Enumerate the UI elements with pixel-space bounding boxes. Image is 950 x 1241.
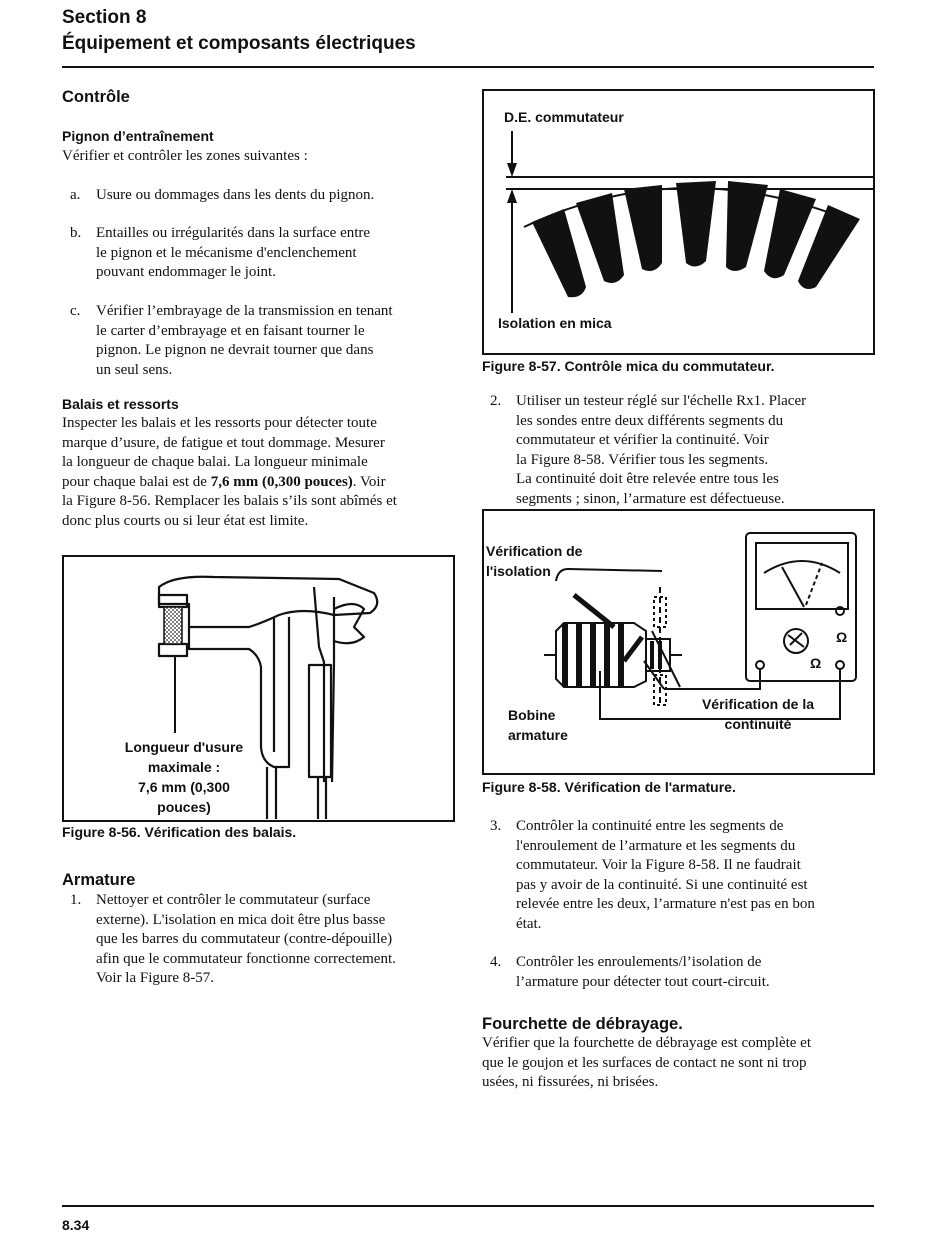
list-line: afin que le commutateur fonctionne correctement. <box>96 950 396 967</box>
para-line <box>62 473 462 493</box>
fig58-label-bobine <box>508 705 568 745</box>
fig58-label-continuite <box>684 694 832 734</box>
armature-heading: Armature <box>62 871 136 889</box>
label-line: Vérification de <box>486 543 583 559</box>
label-line: maximale : <box>147 759 221 775</box>
list-marker: 1. <box>70 892 82 908</box>
list-line: segments ; sinon, l’armature est défectueuse. <box>516 490 785 507</box>
label-line: Bobine <box>508 707 556 723</box>
para-line: la Figure 8-56. Remplacer les balais s’ils sont abîmés et <box>62 493 397 509</box>
page-title: Équipement et composants électriques <box>62 33 416 54</box>
figure-8-56 <box>62 555 455 822</box>
arrow-up-icon <box>507 189 517 203</box>
arrow-down-icon <box>507 163 517 177</box>
list-line: externe). L'isolation en mica doit être plus basse <box>96 911 386 928</box>
list-line: pouvant endommager le joint. <box>96 264 276 280</box>
ohm-symbol: Ω <box>836 629 848 645</box>
list-line: les sondes entre deux différents segments du <box>516 412 784 429</box>
fig56-label <box>94 737 274 817</box>
commutator-segments <box>532 181 860 297</box>
list-line: Contrôler la continuité entre les segments de <box>516 818 784 834</box>
list-line: le pignon et le mécanisme d'enclenchement <box>96 244 357 261</box>
list-marker: c. <box>70 303 81 319</box>
list-marker: 4. <box>490 954 502 970</box>
para-line: que le goujon et les surfaces de contact ne sont ni trop <box>482 1054 807 1071</box>
label-line: Vérification de la <box>701 696 815 712</box>
page-number: 8.34 <box>62 1217 90 1233</box>
label-line: pouces) <box>157 799 211 815</box>
list-marker: a. <box>70 187 81 203</box>
list-line: Vérifier l’embrayage de la transmission en tenant <box>96 303 393 319</box>
fig57-label-top: D.E. commutateur <box>504 109 624 125</box>
para-text: pour chaque balai est de <box>62 473 211 490</box>
list-line: la Figure 8-58. Vérifier tous les segments. <box>516 451 769 468</box>
list-line: Nettoyer et contrôler le commutateur (surface <box>96 892 371 908</box>
list-marker: b. <box>70 225 82 241</box>
list-line: pignon. Le pignon ne devrait tourner que dans <box>96 342 374 358</box>
list-line: le carter d’embrayage et en faisant tourner le <box>96 322 365 339</box>
para-text: . Voir <box>352 473 386 490</box>
header-rule <box>62 66 874 68</box>
label-line: 7,6 mm (0,300 <box>138 779 230 795</box>
list-marker: 3. <box>490 818 502 834</box>
fig58-label-isolation <box>486 541 582 581</box>
list-line: relevée entre les deux, l’armature n'est pas en bon <box>516 896 815 912</box>
fig57-caption: Figure 8-57. Contrôle mica du commutateur. <box>482 358 775 374</box>
list-line: l’armature pour détecter tout court-circuit. <box>516 973 770 990</box>
list-line: Utiliser un testeur réglé sur l'échelle Rx1. Placer <box>516 393 807 409</box>
para-line: Vérifier que la fourchette de débrayage est complète et <box>482 1035 811 1051</box>
pignon-intro: Vérifier et contrôler les zones suivantes : <box>62 148 308 164</box>
list-line: Usure ou dommages dans les dents du pignon. <box>96 187 375 203</box>
footer-rule <box>62 1205 874 1207</box>
para-line: Inspecter les balais et les ressorts pour détecter toute <box>62 415 377 431</box>
ohm-symbol: Ω <box>810 655 822 671</box>
para-line: la longueur de chaque balai. La longueur minimale <box>62 454 368 470</box>
balais-paragraph <box>62 414 462 531</box>
list-line: Contrôler les enroulements/l’isolation de <box>516 954 762 970</box>
list-line: La continuité doit être relevée entre tous les <box>516 471 779 487</box>
label-line: armature <box>508 727 568 743</box>
list-line: un seul sens. <box>96 361 173 378</box>
pignon-heading: Pignon d’entraînement <box>62 128 214 144</box>
fourchette-heading: Fourchette de débrayage. <box>482 1015 683 1033</box>
list-line: que les barres du commutateur (contre-dépouille) <box>96 931 393 947</box>
list-line: l'enroulement de l’armature et les segments du <box>516 837 796 854</box>
para-line: donc plus courts ou si leur état est limite. <box>62 512 309 529</box>
list-line: commutateur. Voir la Figure 8-58. Il ne faudrait <box>516 857 801 873</box>
list-marker: 2. <box>490 393 502 409</box>
para-line: usées, ni fissurées, ni brisées. <box>482 1074 659 1090</box>
para-line: marque d’usure, de fatigue et tout dommage. Mesurer <box>62 434 385 451</box>
list-line: état. <box>516 915 542 932</box>
brush-icon <box>164 607 182 644</box>
section-number: Section 8 <box>62 7 147 28</box>
figure-8-57 <box>482 89 875 355</box>
balais-heading: Balais et ressorts <box>62 396 179 412</box>
fig56-caption: Figure 8-56. Vérification des balais. <box>62 824 297 840</box>
label-line: Longueur d'usure <box>124 739 244 755</box>
figure-8-58 <box>482 509 875 775</box>
fig58-caption: Figure 8-58. Vérification de l'armature. <box>482 779 736 795</box>
min-length-value: 7,6 mm (0,300 pouces) <box>210 473 353 490</box>
list-line: Entailles ou irrégularités dans la surface entre <box>96 225 371 241</box>
list-line: Voir la Figure 8-57. <box>96 970 215 986</box>
label-line: continuité <box>724 716 792 732</box>
fig57-label-bottom: Isolation en mica <box>498 315 612 331</box>
controle-heading: Contrôle <box>62 88 130 106</box>
label-line: l'isolation <box>486 563 551 579</box>
list-line: commutateur et vérifier la continuité. Voir <box>516 432 769 448</box>
list-line: pas y avoir de la continuité. Si une continuité est <box>516 876 808 893</box>
fourchette-paragraph <box>482 1034 874 1093</box>
